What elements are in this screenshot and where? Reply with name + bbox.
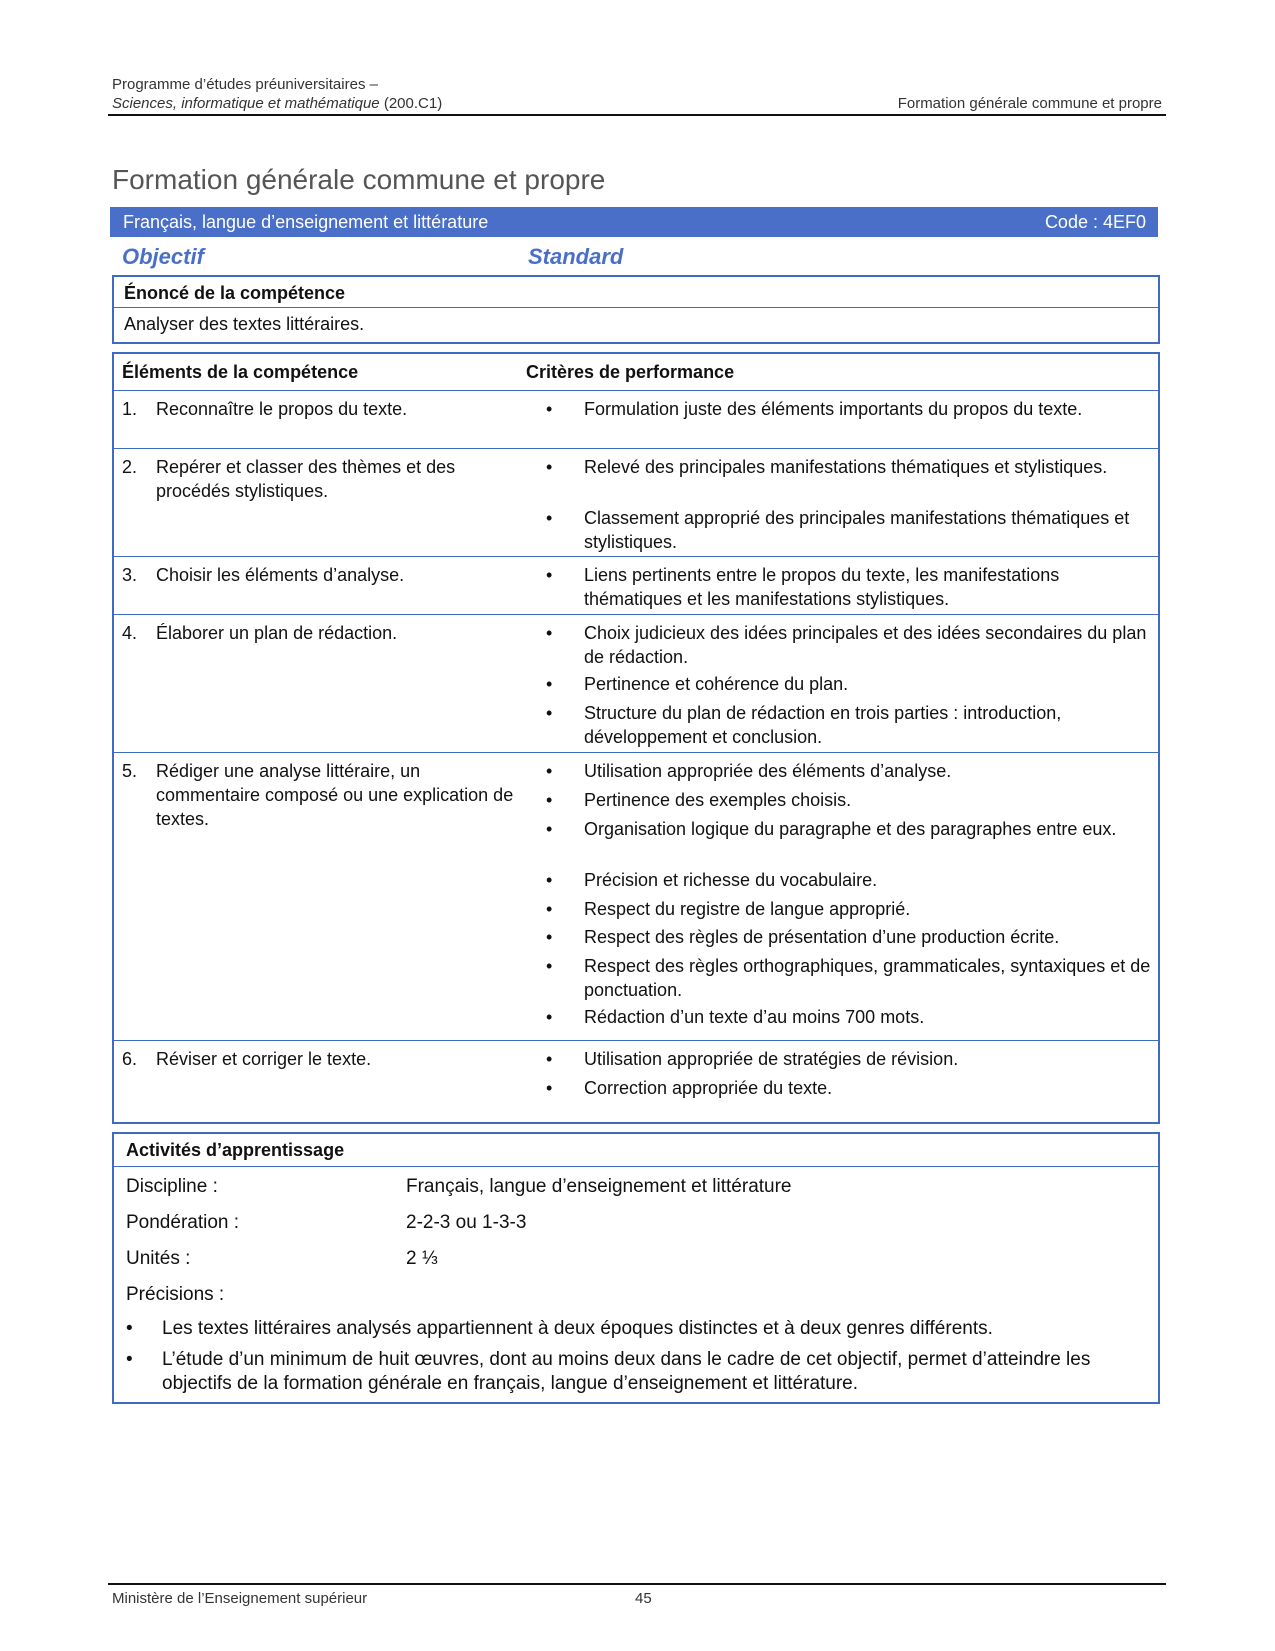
bullet-icon: • xyxy=(546,703,553,723)
ponderation-label: Pondération : xyxy=(126,1212,240,1233)
criterion-text: Formulation juste des éléments importants du propos du texte. xyxy=(584,399,1083,419)
course-banner xyxy=(110,207,1158,237)
bullet-icon: • xyxy=(546,623,553,643)
bullet-icon: • xyxy=(546,956,553,976)
unites-value: 2 ⅓ xyxy=(406,1248,438,1269)
bullet-icon: • xyxy=(126,1318,133,1339)
table-row xyxy=(114,556,1158,615)
header-program-line: Programme d’études préuniversitaires – xyxy=(112,76,378,93)
precisions-label: Précisions : xyxy=(126,1284,225,1305)
criterion-item xyxy=(546,897,1154,921)
objective-label: Objectif xyxy=(122,244,204,269)
criterion-item xyxy=(546,455,1154,479)
criterion-item xyxy=(546,701,1154,749)
discipline-row xyxy=(126,1176,792,1198)
criterion-item xyxy=(546,1047,1154,1071)
discipline-value: Français, langue d’enseignement et littérature xyxy=(406,1176,792,1197)
competence-statement-box xyxy=(112,275,1160,344)
criterion-text: Respect du registre de langue approprié. xyxy=(584,899,911,919)
bullet-icon: • xyxy=(546,674,553,694)
element-number: 4. xyxy=(122,623,138,643)
divider xyxy=(114,307,1158,308)
header-section-name: Formation générale commune et propre xyxy=(897,95,1162,112)
discipline-label: Discipline : xyxy=(126,1176,218,1197)
unites-row xyxy=(126,1248,438,1270)
element-text: Repérer et classer des thèmes et des procédés stylistiques. xyxy=(156,457,456,501)
element-number: 5. xyxy=(122,761,138,781)
criterion-item xyxy=(546,506,1154,554)
unites-label: Unités : xyxy=(126,1248,191,1269)
bullet-icon: • xyxy=(546,457,553,477)
criterion-text: Correction appropriée du texte. xyxy=(584,1078,833,1098)
criterion-text: Précision et richesse du vocabulaire. xyxy=(584,870,878,890)
bullet-icon: • xyxy=(546,870,553,890)
criterion-item xyxy=(546,788,1154,812)
element-number: 1. xyxy=(122,399,138,419)
footer-rule xyxy=(108,1583,1166,1585)
criterion-text: Utilisation appropriée des éléments d’analyse. xyxy=(584,761,952,781)
header-rule xyxy=(108,114,1166,116)
table-row xyxy=(114,752,1158,1041)
table-row xyxy=(114,390,1158,449)
objective-standard-row xyxy=(122,244,1152,272)
elements-criteria-table xyxy=(112,352,1160,1124)
competence-statement-title: Énoncé de la compétence xyxy=(124,283,346,303)
precision-text: Les textes littéraires analysés appartiennent à deux époques distinctes et à deux genres différents. xyxy=(162,1318,993,1339)
header-program-name: Sciences, informatique et mathématique xyxy=(112,95,380,112)
element-number: 3. xyxy=(122,565,138,585)
element-text: Reconnaître le propos du texte. xyxy=(156,399,408,419)
page-title: Formation générale commune et propre xyxy=(112,164,606,195)
criterion-item xyxy=(546,817,1154,841)
criterion-text: Respect des règles orthographiques, grammaticales, syntaxiques et de ponctuation. xyxy=(584,956,1151,1000)
criterion-item xyxy=(546,397,1154,421)
learning-activities-box xyxy=(112,1132,1160,1404)
criterion-text: Classement approprié des principales manifestations thématiques et stylistiques. xyxy=(584,508,1130,552)
table-row xyxy=(114,448,1158,557)
criterion-item xyxy=(546,621,1154,669)
criterion-item xyxy=(546,1076,1154,1100)
criterion-item xyxy=(546,563,1154,611)
criterion-text: Rédaction d’un texte d’au moins 700 mots. xyxy=(584,1007,925,1027)
element-number: 2. xyxy=(122,457,138,477)
precision-item xyxy=(126,1317,1146,1341)
table-row xyxy=(114,614,1158,753)
criterion-text: Utilisation appropriée de stratégies de révision. xyxy=(584,1049,959,1069)
criterion-text: Organisation logique du paragraphe et des paragraphes entre eux. xyxy=(584,819,1117,839)
criterion-text: Pertinence et cohérence du plan. xyxy=(584,674,849,694)
criteria-column-header: Critères de performance xyxy=(526,362,735,382)
bullet-icon: • xyxy=(546,819,553,839)
criterion-item xyxy=(546,1005,1154,1029)
criterion-text: Structure du plan de rédaction en trois parties : introduction, développement et conclusion. xyxy=(584,703,1062,747)
bullet-icon: • xyxy=(546,790,553,810)
page-number: 45 xyxy=(635,1590,652,1607)
criterion-item xyxy=(546,868,1154,892)
criterion-item xyxy=(546,925,1154,949)
bullet-icon: • xyxy=(546,1078,553,1098)
learning-activities-title: Activités d’apprentissage xyxy=(126,1140,345,1160)
precision-text: L’étude d’un minimum de huit œuvres, dont au moins deux dans le cadre de cet objectif, permet d’atteindre les objectifs de la formation générale en français, langue d’enseignement et littérature. xyxy=(162,1349,1091,1394)
criterion-item xyxy=(546,759,1154,783)
bullet-icon: • xyxy=(546,399,553,419)
bullet-icon: • xyxy=(126,1349,133,1370)
divider xyxy=(114,1166,1158,1167)
bullet-icon: • xyxy=(546,508,553,528)
course-name: Français, langue d’enseignement et littérature xyxy=(123,212,489,232)
criterion-item xyxy=(546,672,1154,696)
header-program-code: (200.C1) xyxy=(379,95,443,112)
element-number: 6. xyxy=(122,1049,138,1069)
element-text: Réviser et corriger le texte. xyxy=(156,1049,372,1069)
bullet-icon: • xyxy=(546,1007,553,1027)
criterion-text: Relevé des principales manifestations thématiques et stylistiques. xyxy=(584,457,1108,477)
bullet-icon: • xyxy=(546,927,553,947)
elements-column-header: Éléments de la compétence xyxy=(122,362,359,382)
competence-statement-text: Analyser des textes littéraires. xyxy=(124,314,365,334)
bullet-icon: • xyxy=(546,1049,553,1069)
criterion-text: Respect des règles de présentation d’une production écrite. xyxy=(584,927,1060,947)
bullet-icon: • xyxy=(546,899,553,919)
criterion-text: Pertinence des exemples choisis. xyxy=(584,790,852,810)
course-code: Code : 4EF0 xyxy=(1044,212,1146,232)
bullet-icon: • xyxy=(546,761,553,781)
criterion-text: Liens pertinents entre le propos du texte, les manifestations thématiques et les manifestations stylistiques. xyxy=(584,565,1060,609)
criterion-item xyxy=(546,954,1154,1002)
element-text: Choisir les éléments d’analyse. xyxy=(156,565,405,585)
precision-item xyxy=(126,1348,1146,1396)
footer-ministry: Ministère de l’Enseignement supérieur xyxy=(112,1590,368,1607)
table-row xyxy=(114,1040,1158,1123)
bullet-icon: • xyxy=(546,565,553,585)
element-text: Élaborer un plan de rédaction. xyxy=(156,623,398,643)
ponderation-row xyxy=(126,1212,527,1234)
header-program-subline xyxy=(112,95,1162,112)
element-text: Rédiger une analyse littéraire, un commentaire composé ou une explication de textes. xyxy=(156,761,514,829)
ponderation-value: 2-2-3 ou 1-3-3 xyxy=(406,1212,527,1233)
criterion-text: Choix judicieux des idées principales et des idées secondaires du plan de rédaction. xyxy=(584,623,1147,667)
standard-label: Standard xyxy=(528,244,624,269)
